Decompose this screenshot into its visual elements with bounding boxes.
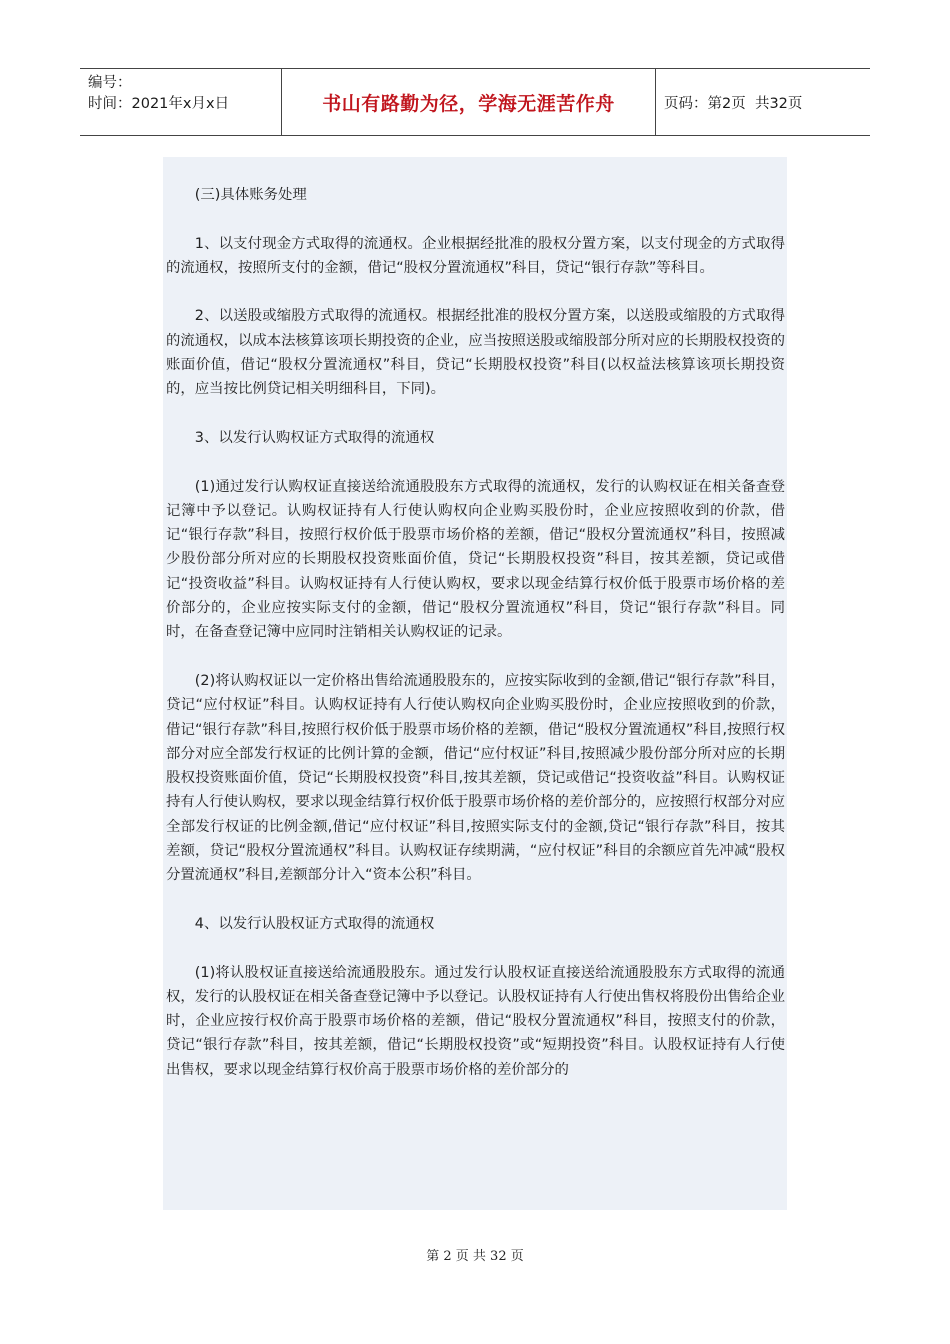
page-footer: 第 2 页 共 32 页 <box>426 1249 524 1264</box>
header-page-code: 页码：第2页 共32页 <box>664 95 803 112</box>
document-number-label: 编号： <box>88 75 132 91</box>
document-header <box>80 68 870 136</box>
paragraph-heading: 4、以发行认股权证方式取得的流通权 <box>194 915 435 932</box>
document-body <box>163 157 787 1210</box>
document-time-label: 时间：2021年x月x日 <box>88 96 230 112</box>
section-heading: (三)具体账务处理 <box>194 187 307 203</box>
paragraph-heading: 3、以发行认购权证方式取得的流通权 <box>194 429 435 446</box>
paragraph: (2)将认购权证以一定价格出售给流通股股东的，应按实际收到的金额,借记“银行存款”科目，贷记“应付权证”科目。认购权证持有人行使认购权向企业购买股份时，企业应按照收到的价款，借记“银行存款”科目,按照行权价低于股票市场价格的差额，借记“股权分置流通权”科目,按照行权部分对应全部发行权证的比例计算的金额，借记“应付权证”科目,按照减少股份部分所对应的长期股权投资账面价值，贷记“长期股权投资”科目,按其差额，贷记或借记“投资收益”科目。认购权证持有人行使认购权，要求以现金结算行权价低于股票市场价格的差价部分的，应按照行权部分对应全部发行权证的比例金额,借记“应付权证”科目,按照实际支付的金额,贷记“银行存款”科目，按其差额，贷记“股权分置流通权”科目。认购权证存续期满，“应付权证”科目的余额应首先冲减“股权分置流通权”科目,差额部分计入“资本公积”科目。 <box>166 672 785 884</box>
header-meta <box>80 69 282 135</box>
paragraph: 2、以送股或缩股方式取得的流通权。根据经批准的股权分置方案，以送股或缩股的方式取得的流通权，以成本法核算该项长期投资的企业，应当按照送股或缩股部分所对应的长期股权投资的账面价值，借记“股权分置流通权”科目，贷记“长期股权投资”科目(以权益法核算该项长期投资的，应当按比例贷记相关明细科目，下同)。 <box>166 308 785 398</box>
header-motto: 书山有路勤为径，学海无涯苦作舟 <box>282 69 656 135</box>
paragraph: (1)将认股权证直接送给流通股股东。通过发行认股权证直接送给流通股股东方式取得的流通权，发行的认股权证在相关备查登记簿中予以登记。认股权证持有人行使出售权将股份出售给企业时，企业应按行权价高于股票市场价格的差额，借记“股权分置流通权”科目，按照支付的价款，贷记“银行存款”科目，按其差额，借记“长期股权投资”或“短期投资”科目。认股权证持有人行使出售权，要求以现金结算行权价高于股票市场价格的差价部分的 <box>166 964 785 1078</box>
paragraph: (1)通过发行认购权证直接送给流通股股东方式取得的流通权，发行的认购权证在相关备查登记簿中予以登记。认购权证持有人行使认购权向企业购买股份时，企业应按照收到的价款，借记“银行存款”科目，按照行权价低于股票市场价格的差额，借记“股权分置流通权”科目，按照减少股份部分所对应的长期股权投资账面价值，贷记“长期股权投资”科目，按其差额，贷记或借记“投资收益”科目。认购权证持有人行使认购权，要求以现金结算行权价低于股票市场价格的差价部分的，企业应按实际支付的金额，借记“股权分置流通权”科目，贷记“银行存款”科目。同时，在备查登记簿中应同时注销相关认购权证的记录。 <box>166 478 785 641</box>
paragraph: 1、以支付现金方式取得的流通权。企业根据经批准的股权分置方案，以支付现金的方式取得的流通权，按照所支付的金额，借记“股权分置流通权”科目，贷记“银行存款”等科目。 <box>166 235 785 276</box>
